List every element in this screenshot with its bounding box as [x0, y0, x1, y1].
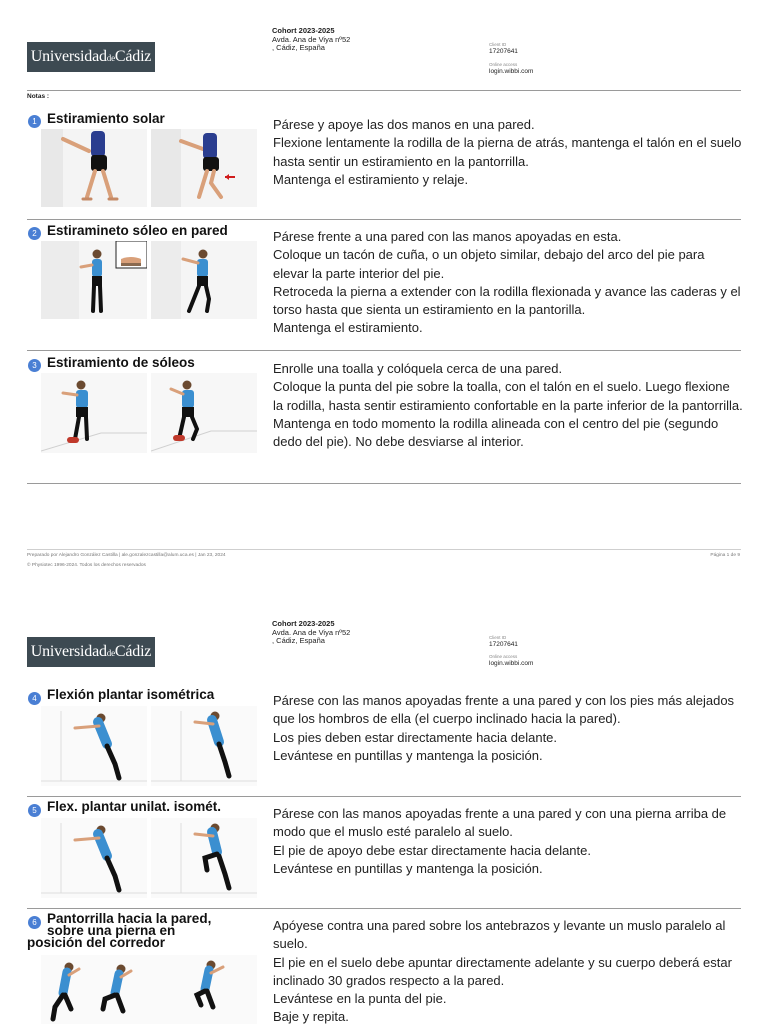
exercise-title: Estiramiento solar [47, 111, 165, 126]
online-access-label: Online access [489, 654, 518, 659]
exercise-image [41, 129, 147, 207]
exercise-description: Apóyese contra una pared sobre los antebrazos y levante un muslo paralelo al suelo. El pie en el suelo debe apuntar directamente adelante y su cuerpo deberá estar inclinado 30 grados respecto a la pared. Levántese en la punta del pie. Baje y repita. [273, 918, 732, 1025]
exercise-image [151, 241, 257, 319]
divider [27, 796, 741, 797]
exercise-image [41, 818, 147, 898]
exercise-description: Párese frente a una pared con las manos apoyadas en esta. Coloque un tacón de cuña, o un objeto similar, debajo del arco del pie para elevar la parte interior del pie. Retroceda la pierna a extender con la rodilla flexionada y avance las caderas y el torso hasta que sienta un estiramiento en la pantorilla. Mantenga el estiramiento. [273, 229, 741, 336]
exercise-image [151, 373, 257, 453]
exercise-title: Pantorrilla hacia la pared, [47, 911, 212, 926]
exercise-image [151, 129, 257, 207]
divider [27, 219, 741, 220]
exercise-title: Estiramineto sóleo en pared [47, 223, 228, 238]
exercise-image [41, 373, 147, 453]
page-number: Página 1 de 9 [710, 553, 740, 558]
client-id-label: Client ID [489, 635, 507, 640]
exercise-image [41, 955, 257, 1024]
online-access-link[interactable]: login.wibbi.com [489, 660, 534, 667]
address-line-2: , Cádiz, España [272, 43, 325, 52]
cohort-label: Cohort 2023-2025 [272, 619, 335, 628]
footer-divider [27, 549, 741, 550]
exercise-number-badge: 3 [28, 359, 41, 372]
notes-label: Notas : [27, 93, 50, 100]
university-logo: UniversidaddeCádiz [27, 42, 155, 72]
exercise-number-badge: 1 [28, 115, 41, 128]
divider [27, 350, 741, 351]
address-line-1: Avda. Ana de Viya nº52 [272, 34, 351, 44]
exercise-image [41, 241, 147, 319]
online-access-link[interactable]: login.wibbi.com [489, 68, 534, 75]
exercise-description: Enrolle una toalla y colóquela cerca de una pared. Coloque la punta del pie sobre la toalla, con el talón en el suelo. Luego flexione la rodilla, hasta sentir estiramiento confortable en la parte inferior de la pantorrilla. Mantenga en todo momento la rodilla alineada con el centro del pie (segundo dedo del pie). No debe desviarse al interior. [273, 361, 743, 450]
address-line-2: , Cádiz, España [272, 636, 325, 645]
exercise-image [151, 706, 257, 786]
address-block [272, 27, 350, 53]
exercise-image [41, 706, 147, 786]
cohort-label: Cohort 2023-2025 [272, 26, 335, 35]
client-id: 17207641 [489, 48, 518, 55]
client-id-label: Client ID [489, 42, 507, 47]
exercise-number-badge: 2 [28, 227, 41, 240]
footer-copyright: © Physiotec 1996-2024. Todos los derechos reservados [27, 563, 146, 568]
address-block [272, 620, 350, 646]
university-logo: UniversidaddeCádiz [27, 637, 155, 667]
exercise-title: Estiramiento de sóleos [47, 355, 195, 370]
client-block [489, 42, 533, 76]
online-access-label: Online access [489, 62, 518, 67]
client-block [489, 635, 533, 668]
exercise-title: Flexión plantar isométrica [47, 687, 215, 702]
exercise-description: Párese con las manos apoyadas frente a una pared y con los pies más alejados que los hombros de ella (el cuerpo inclinado hacia la pared). Los pies deben estar directamente hacia delante. Levántese en puntillas y mantenga la posición. [273, 693, 735, 763]
exercise-number-badge: 4 [28, 692, 41, 705]
exercise-image [151, 818, 257, 898]
footer-prepared-by: Preparado por Alejandro González Castilla | ale.gonzalezcastilla@alum.uca.es | Jan 23, 2024 [27, 553, 226, 558]
exercise-number-badge: 6 [28, 916, 41, 929]
address-line-1: Avda. Ana de Viya nº52 [272, 627, 351, 637]
divider [27, 90, 741, 91]
divider [27, 483, 741, 484]
exercise-title: Flex. plantar unilat. isomét. [47, 799, 222, 814]
exercise-number-badge: 5 [28, 804, 41, 817]
exercise-title: posición del corredor [27, 935, 166, 950]
client-id: 17207641 [489, 641, 518, 648]
exercise-description: Párese y apoye las dos manos en una pared. Flexione lentamente la rodilla de la pierna de atrás, mantenga el talón en el suelo hasta sentir un estiramiento en la pantorrilla. Mantenga el estiramiento y relaje. [273, 117, 742, 187]
exercise-title: sobre una pierna en [47, 923, 176, 938]
exercise-description: Párese con las manos apoyadas frente a una pared y con una pierna arriba de modo que el muslo esté paralelo al suelo. El pie de apoyo debe estar directamente hacia delante. Levántese en puntillas y mantenga la posición. [273, 806, 727, 876]
divider [27, 908, 741, 909]
